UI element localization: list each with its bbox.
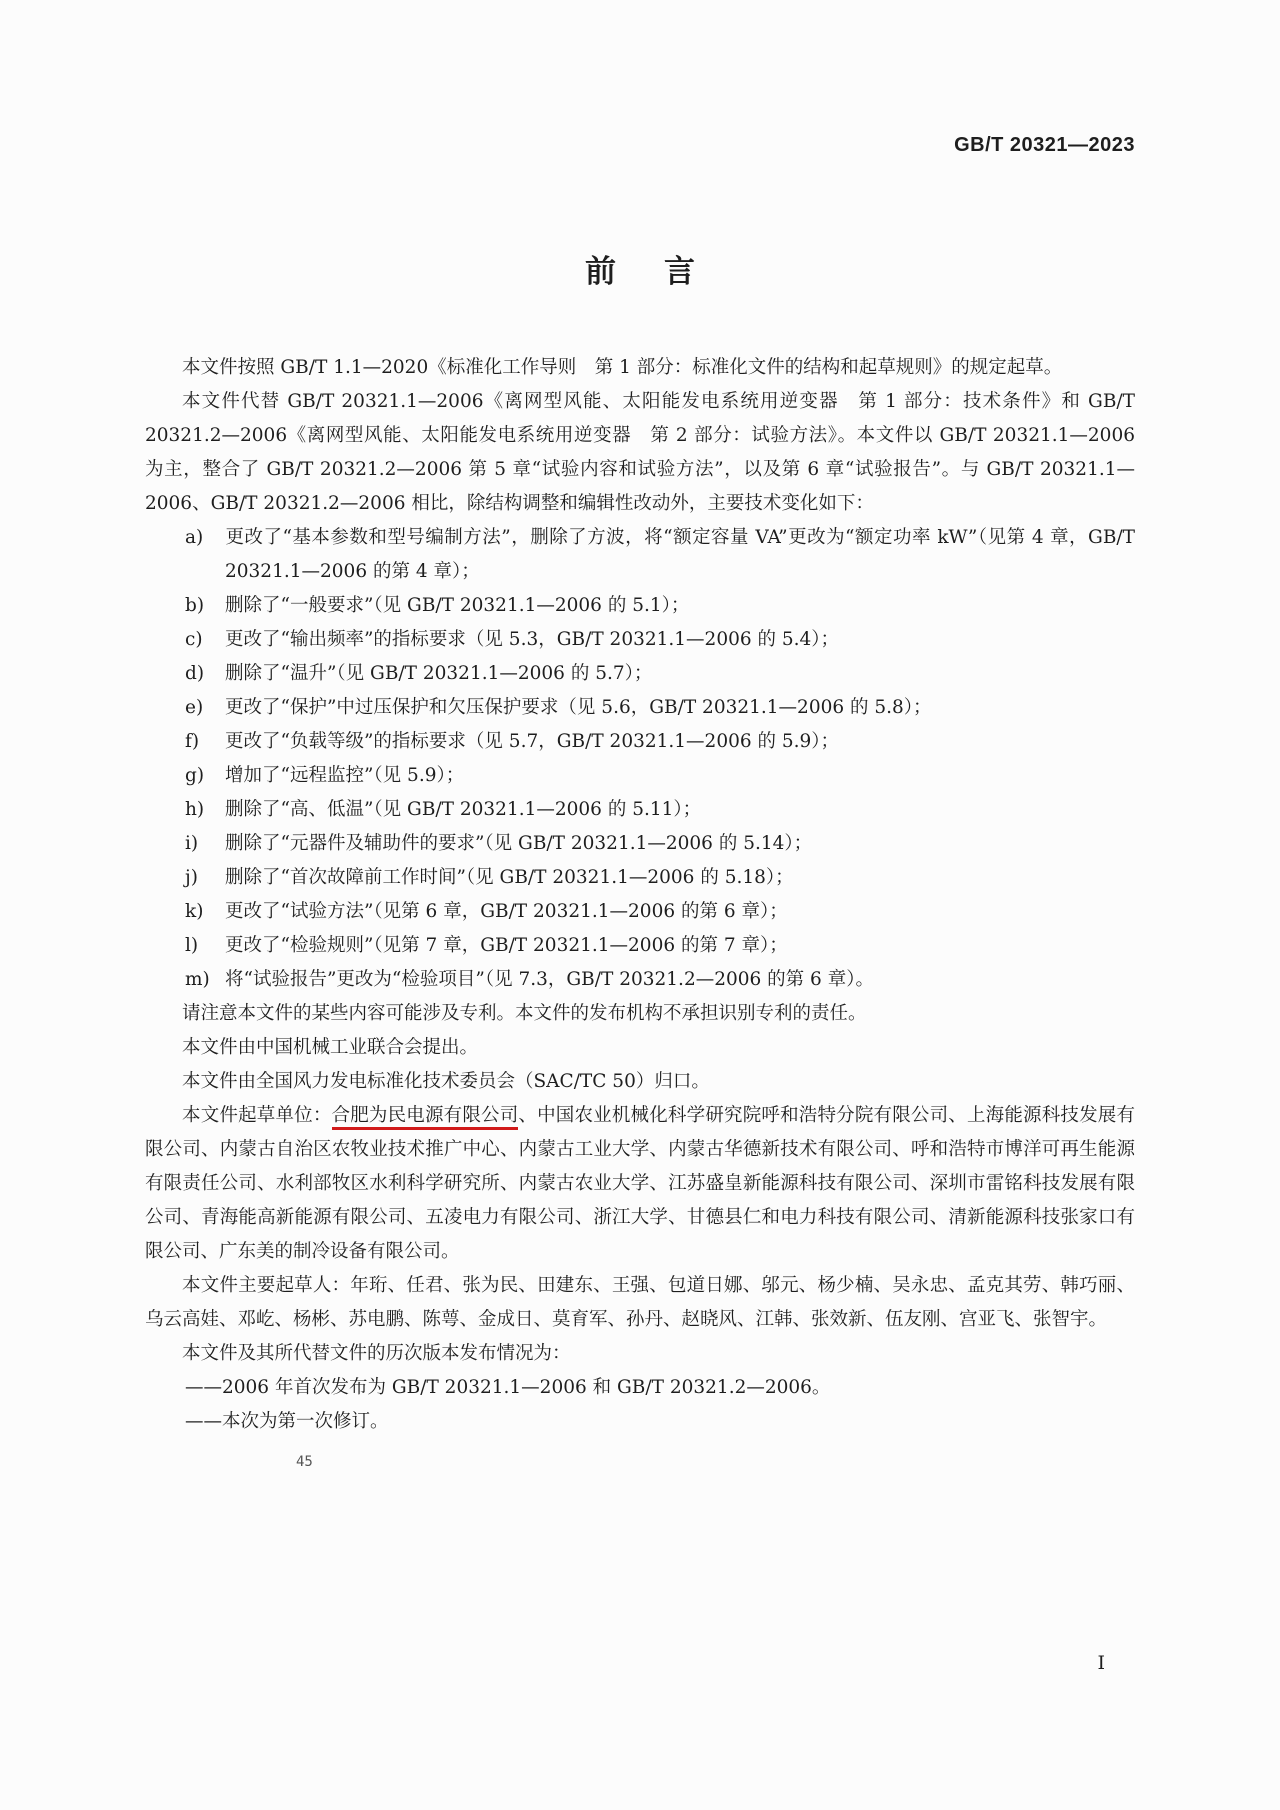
list-item [145, 759, 1135, 793]
list-item [145, 861, 1135, 895]
list-item [145, 589, 1135, 623]
document-number: GB/T 20321—2023 [954, 134, 1135, 156]
list-item-text: 增加了“远程监控”（见 5.9）； [225, 765, 465, 786]
list-item-label: d) [185, 663, 205, 684]
list-item [145, 963, 1135, 997]
list-item-label: j) [185, 867, 198, 888]
history-item: ——2006 年首次发布为 GB/T 20321.1—2006 和 GB/T 20321.2—2006。 [185, 1377, 831, 1398]
list-item-text: 更改了“基本参数和型号编制方法”，删除了方波，将“额定容量 VA”更改为“额定功率 kW”（见第 4 章，GB/T 20321.1—2006 的第 4 章）； [225, 527, 1135, 582]
list-item-text: 更改了“试验方法”（见第 6 章，GB/T 20321.1—2006 的第 6 章）； [225, 901, 788, 922]
list-item [145, 657, 1135, 691]
handwritten-note: 45 [296, 1454, 313, 1470]
paragraph-drafting-basis: 本文件按照 GB/T 1.1—2020《标准化工作导则 第 1 部分：标准化文件的结构和起草规则》的规定起草。 [182, 357, 1063, 378]
highlighted-company: 合肥为民电源有限公司 [332, 1105, 519, 1130]
list-item [145, 895, 1135, 929]
list-item-label: i) [185, 833, 199, 854]
list-item-label: f) [185, 731, 200, 752]
list-item-label: b) [185, 595, 205, 616]
drafting-units-prefix: 本文件起草单位： [182, 1105, 332, 1126]
list-item-text: 删除了“一般要求”（见 GB/T 20321.1—2006 的 5.1）； [225, 595, 690, 616]
list-item-text: 更改了“输出频率”的指标要求（见 5.3，GB/T 20321.1—2006 的 5.4）； [225, 629, 840, 650]
paragraph-replacement: 本文件代替 GB/T 20321.1—2006《离网型风能、太阳能发电系统用逆变器 第 1 部分：技术条件》和 GB/T 20321.2—2006《离网型风能、太阳能发电系统用逆变器 第 2 部分：试验方法》。本文件以 GB/T 20321.1—2006 为主，整合了 GB/T 20321.2—2006 第 5 章“试验内容和试验方法”，以及第 6 章“试验报告”。与 GB/T 20321.1—2006、GB/T 20321.2—2006 相比，除结构调整和编辑性改动外，主要技术变化如下： [145, 391, 1135, 514]
history-intro: 本文件及其所代替文件的历次版本发布情况为： [182, 1343, 571, 1364]
drafting-units-rest: 、中国农业机械化科学研究院呼和浩特分院有限公司、上海能源科技发展有限公司、内蒙古自治区农牧业技术推广中心、内蒙古工业大学、内蒙古华德新技术有限公司、呼和浩特市博洋可再生能源有限责任公司、水利部牧区水利科学研究所、内蒙古农业大学、江苏盛皇新能源科技有限公司、深圳市雷铭科技发展有限公司、青海能高新能源有限公司、五凌电力有限公司、浙江大学、甘德县仁和电力科技有限公司、清新能源科技张家口有限公司、广东美的制冷设备有限公司。 [145, 1105, 1135, 1262]
list-item [145, 521, 1135, 589]
list-item-text: 更改了“保护”中过压保护和欠压保护要求（见 5.6，GB/T 20321.1—2006 的 5.8）； [225, 697, 932, 718]
list-item-label: a) [185, 527, 204, 548]
drafting-units [145, 1099, 1135, 1269]
list-item-text: 删除了“元器件及辅助件的要求”（见 GB/T 20321.1—2006 的 5.14）； [225, 833, 813, 854]
list-item [145, 793, 1135, 827]
list-item [145, 827, 1135, 861]
centralized-by: 本文件由全国风力发电标准化技术委员会（SAC/TC 50）归口。 [182, 1071, 710, 1092]
list-item-label: m) [185, 969, 210, 990]
main-drafters: 本文件主要起草人：年珩、任君、张为民、田建东、王强、包道日娜、邬元、杨少楠、吴永忠、孟克其劳、韩巧丽、乌云高娃、邓屹、杨彬、苏电鹏、陈萼、金成日、莫育军、孙丹、赵晓风、江韩、张效新、伍友刚、宫亚飞、张智宇。 [145, 1275, 1135, 1330]
list-item [145, 623, 1135, 657]
list-item-label: g) [185, 765, 205, 786]
list-item-text: 删除了“高、低温”（见 GB/T 20321.1—2006 的 5.11）； [225, 799, 702, 820]
history-item: ——本次为第一次修订。 [185, 1411, 389, 1432]
list-item-text: 将“试验报告”更改为“检验项目”（见 7.3，GB/T 20321.2—2006 的第 6 章）。 [225, 969, 874, 990]
page-number: I [1097, 1652, 1105, 1674]
changes-list [145, 521, 1135, 997]
list-item-label: e) [185, 697, 204, 718]
list-item [145, 691, 1135, 725]
list-item [145, 725, 1135, 759]
list-item-label: h) [185, 799, 205, 820]
list-item-text: 删除了“首次故障前工作时间”（见 GB/T 20321.1—2006 的 5.18）； [225, 867, 794, 888]
list-item-label: l) [185, 935, 199, 956]
list-item-text: 删除了“温升”（见 GB/T 20321.1—2006 的 5.7）； [225, 663, 653, 684]
list-item-label: k) [185, 901, 204, 922]
list-item [145, 929, 1135, 963]
list-item-text: 更改了“检验规则”（见第 7 章，GB/T 20321.1—2006 的第 7 章）； [225, 935, 788, 956]
patent-notice: 请注意本文件的某些内容可能涉及专利。本文件的发布机构不承担识别专利的责任。 [182, 1003, 867, 1024]
page-title: 前言 [585, 254, 743, 290]
list-item-text: 更改了“负载等级”的指标要求（见 5.7，GB/T 20321.1—2006 的 5.9）； [225, 731, 840, 752]
document-body [145, 351, 1135, 1439]
list-item-label: c) [185, 629, 203, 650]
proposed-by: 本文件由中国机械工业联合会提出。 [182, 1037, 479, 1058]
